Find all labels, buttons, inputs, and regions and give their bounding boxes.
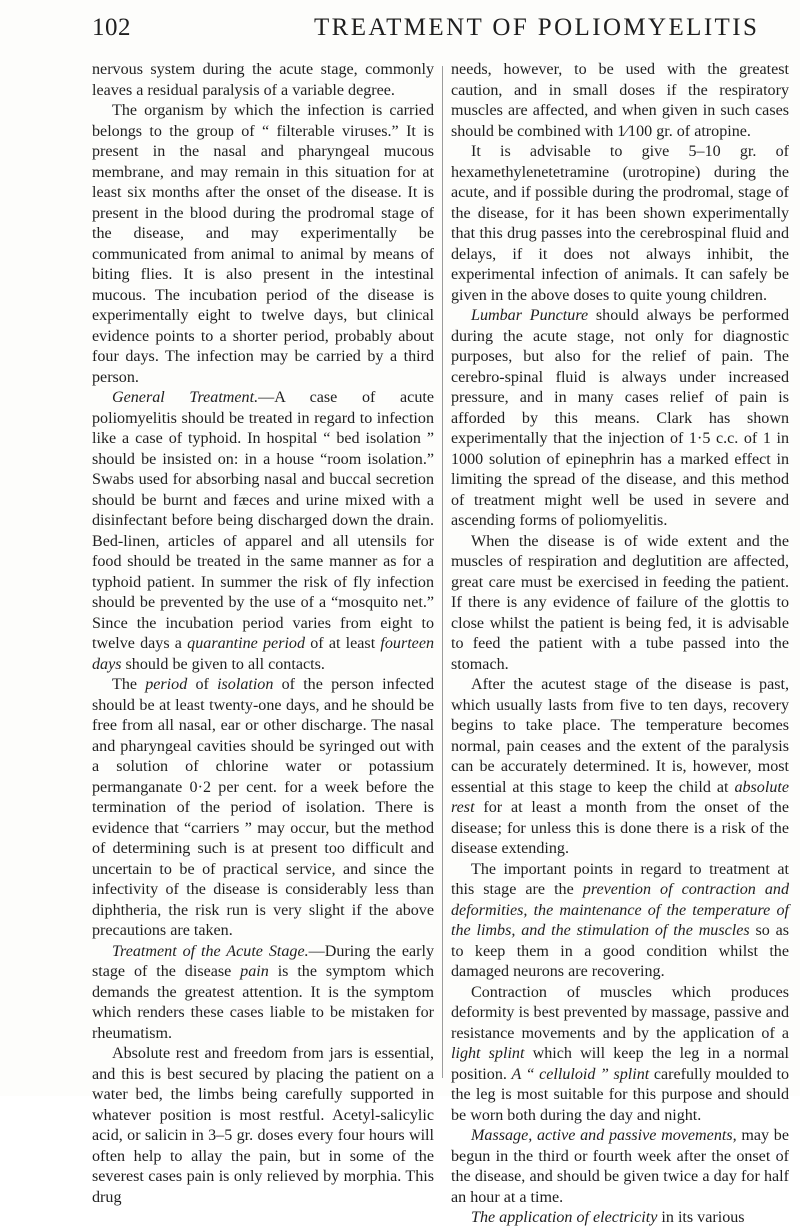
paragraph: It is advisable to give 5–10 gr. of hexamethylenetetramine (urotropine) during the acute, and if possible during the prodromal, stage of the disease, for it has been shown experimentally that this drug passes into the cerebrospinal fluid and delays, if it does not always inhibit, the experimental infection of animals. It can safely be given in the above doses to quite young children.: [451, 143, 789, 304]
section-heading: General Treatment.: [112, 389, 259, 406]
paragraph: The application of electricity in its various: [471, 1209, 745, 1226]
paragraph: The important points in regard to treatment at this stage are the prevention of contraction and deformities, the maintenance of the temperature of the limbs, and the stimulation of the muscles so as to keep them in a good condition whilst the damaged neurons are recovering.: [451, 860, 790, 980]
right-column: [451, 60, 789, 1229]
section-heading: Massage, active and passive movements,: [471, 1127, 737, 1144]
page-number: 102: [92, 14, 131, 41]
section-heading: Treatment of the Acute Stage.: [112, 942, 309, 960]
paragraph: Lumbar Puncture should always be performed during the acute stage, not only for diagnostic purposes, but also for the relief of pain. The cerebro-spinal fluid is always under increased pressure, and in many cases relief of pain is afforded by this means. Clark has shown experimentally that the injection of 1·5 c.c. of 1 in 1000 solution of epinephrin has a marked effect in limiting the spread of the disease, and this method of treatment might well be used in severe and ascending forms of poliomyelitis.: [451, 307, 789, 529]
paragraph: The period of isolation of the person infected should be at least twenty-one days, and he should be free from all nasal, ear or other discharge. The nasal and pharyngeal cavities should be syringed out with a solution of chlorine water or potassium permanganate 0·2 per cent. for a week before the termination of the period of isolation. There is evidence that “carriers ” may occur, but the method of determining such is at present too difficult and uncertain to be of practical service, and since the infectivity of the disease is considerably less than diphtheria, the risk run is very slight if the above precautions are taken.: [92, 676, 434, 939]
paragraph: Absolute rest and freedom from jars is essential, and this is best secured by placing the patient on a water bed, the limbs being carefully supported in whatever position is most restful. Acetyl-salicylic acid, or salicin in 3–5 gr. doses every four hours will often help to allay the pain, but in some of the severest cases pain is only relieved by morphia. This drug: [92, 1045, 434, 1206]
fraction: 1⁄100: [617, 122, 653, 140]
paragraph: Massage, active and passive movements, may be begun in the third or fourth week after the onset of the disease, and should be given twice a day for half an hour at a time.: [451, 1127, 790, 1206]
paragraph: After the acutest stage of the disease is past, which usually lasts from five to ten days, recovery begins to take place. The temperature becomes normal, pain ceases and the extent of the paralysis can be accurately determined. It is, however, most essential at this stage to keep the child at absolute rest for at least a month from the onset of the disease; for unless this is done there is a risk of the disease extending.: [451, 676, 789, 857]
paragraph: When the disease is of wide extent and the muscles of respiration and deglutition are affected, great care must be exercised in feeding the patient. If there is any evidence of failure of the glottis to close whilst the patient is being fed, it is advisable to feed the patient with a tube passed into the stomach.: [451, 532, 789, 673]
paragraph: Contraction of muscles which produces deformity is best prevented by massage, passive and resistance movements and by the application of a light splint which will keep the leg in a normal position. A “ celluloid ” splint carefully moulded to the leg is most suitable for this purpose and should be worn both during the day and night.: [451, 983, 790, 1124]
section-heading: Lumbar Puncture: [471, 307, 589, 324]
paragraph: Treatment of the Acute Stage.—During the early stage of the disease pain is the symptom which demands the greatest attention. It is the symptom which renders these cases liable to be mistaken for rheumatism.: [92, 942, 435, 1042]
column-divider: [442, 66, 443, 1078]
left-column: [92, 60, 434, 1208]
paragraph: General Treatment.—A case of acute poliomyelitis should be treated in regard to infection like a case of typhoid. In hospital “ bed isolation ” should be insisted on: in a house “room isolation.” Swabs used for absorbing nasal and buccal secretion should be burnt and fæces and urine mixed with a disinfectant before being discharged down the drain. Bed-linen, articles of apparel and all utensils for food should be treated in the same manner as for a typhoid patient. In summer the risk of fly infection should be prevented by the use of a “mosquito net.” Since the incubation period varies from eight to twelve days a quarantine period of at least fourteen days should be given to all contacts.: [92, 389, 435, 673]
paragraph: needs, however, to be used with the greatest caution, and in small doses if the respiratory muscles are affected, and when given in such cases should be combined with 1⁄100 gr. of atropine.: [451, 61, 789, 140]
section-heading: The application of electricity: [471, 1209, 658, 1226]
paragraph: nervous system during the acute stage, commonly leaves a residual paralysis of a variable degree.: [92, 61, 434, 99]
running-head: [92, 14, 782, 54]
running-title: TREATMENT OF POLIOMYELITIS: [314, 14, 760, 41]
paragraph: The organism by which the infection is carried belongs to the group of “ filterable viruses.” It is present in the nasal and pharyngeal mucous membrane, and may remain in this situation for at least six months after the onset of the disease. It is present in the blood during the prodromal stage of the disease, and may experimentally be communicated from animal to animal by means of biting flies. It is also present in the intestinal mucous. The incubation period of the disease is experimentally eight to twelve days, but clinical evidence points to a shorter period, probably about four days. The infection may be carried by a third person.: [92, 102, 434, 386]
